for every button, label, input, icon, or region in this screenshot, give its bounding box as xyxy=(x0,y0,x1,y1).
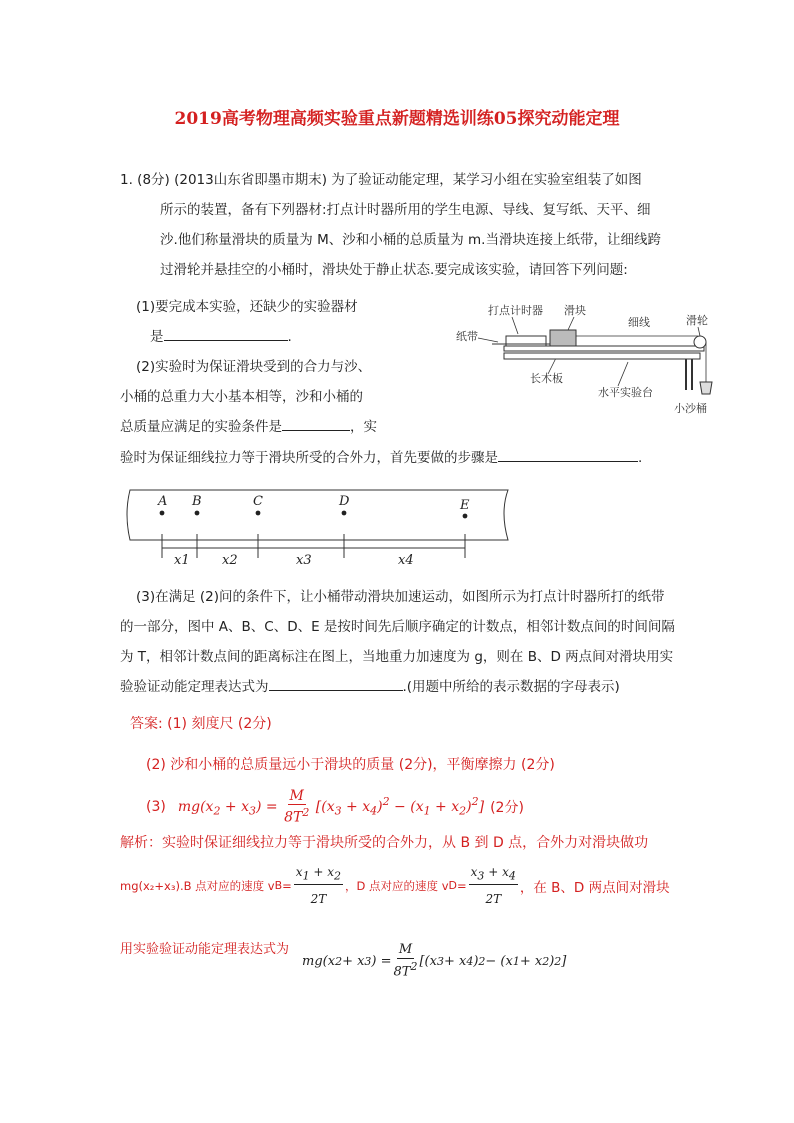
seg-label-x1: x1 xyxy=(174,553,190,568)
label-timer: 打点计时器 xyxy=(488,304,543,317)
q1-part1-end: . xyxy=(287,329,292,345)
q1-part2-b: 小桶的总重力大小基本相等，沙和小桶的 xyxy=(120,389,363,405)
vd-fraction: $\frac{x_3 + x_4}{2T}$ xyxy=(470,865,516,907)
label-table: 水平实验台 xyxy=(598,386,653,399)
analysis-formula: mg(x 2 + x 3 ) = $\frac{M}{8T^2}$ [(x 3 + x 4 ) 2 − (x 1 + x 2 ) 2 ] xyxy=(302,942,567,980)
label-bucket: 小沙桶 xyxy=(674,402,707,415)
q1-part1-a: (1)要完成本实验，还缺少的实验器材 xyxy=(136,299,358,315)
tape-figure xyxy=(120,484,510,572)
q1-part2-d-end: . xyxy=(638,450,643,466)
q1-line4: 过滑轮并悬挂空的小桶时，滑块处于静止状态.要完成该实验，请回答下列问题: xyxy=(160,262,628,278)
point-e xyxy=(463,514,468,519)
point-a xyxy=(160,511,165,516)
q1-part3-b: 的一部分，图中 A、B、C、D、E 是按时间先后顺序确定的计数点，相邻计数点间的时间间隔 xyxy=(120,619,675,635)
point-label-e: E xyxy=(460,498,470,513)
q1-part2-c-end: ，实 xyxy=(350,419,377,435)
point-label-a: A xyxy=(158,494,168,509)
point-b xyxy=(195,511,200,516)
q1-part1-label: 是 xyxy=(150,329,164,345)
answer-2: (2) 沙和小桶的总质量远小于滑块的质量 (2分)，平衡摩擦力 (2分) xyxy=(146,757,555,773)
q1-part1-b xyxy=(150,325,292,345)
point-c xyxy=(256,511,261,516)
q1-part3-a: (3)在满足 (2)问的条件下，让小桶带动滑块加速运动，如图所示为打点计时器所打的纸带 xyxy=(136,589,665,605)
apparatus-figure xyxy=(448,300,738,420)
analysis-line3: 用实验验证动能定理表达式为 xyxy=(120,942,290,957)
answer-blank-4[interactable] xyxy=(269,677,403,691)
q1-part2-d xyxy=(120,446,642,466)
analysis-l2e: ，在 B、D 两点间对滑块 xyxy=(519,879,670,896)
answer-3-score: (2分) xyxy=(490,799,524,816)
answer-blank-1[interactable] xyxy=(164,327,288,341)
analysis-l2a: mg(x₂+x₃).B 点对应的速度 v xyxy=(120,878,275,893)
label-board: 长木板 xyxy=(530,372,563,385)
q1-part3-d-end: .(用题中所给的表示数据的字母表示) xyxy=(402,679,620,695)
vb-fraction: $\frac{x_1 + x_2}{2T}$ xyxy=(295,865,342,907)
label-tape: 纸带 xyxy=(456,330,478,343)
analysis-line2: mg(x₂+x₃).B 点对应的速度 v B = $\frac{x_1 + x_2}{2T}$ ，D 点对应的速度 v D = $\frac{x_3 + x_4}{2T}$ ，在 B、D 两点间对滑块 xyxy=(120,865,670,907)
q1-part3-c: 为 T，相邻计数点间的距离标注在图上，当地重力加速度为 g，则在 B、D 两点间对滑块用实 xyxy=(120,649,674,665)
label-slider: 滑块 xyxy=(564,304,586,317)
q1-part2-c xyxy=(120,415,377,435)
q1-part2-a: (2)实验时为保证滑块受到的合力与沙、 xyxy=(136,359,372,375)
label-thread: 细线 xyxy=(628,316,650,329)
seg-label-x4: x4 xyxy=(398,553,414,568)
label-pulley: 滑轮 xyxy=(686,314,708,327)
q1-part3-d-text: 验验证动能定理表达式为 xyxy=(120,679,269,695)
analysis-line1: 解析：实验时保证细线拉力等于滑块所受的合外力，从 B 到 D 点，合外力对滑块做功 xyxy=(120,835,649,851)
seg-label-x3: x3 xyxy=(296,553,312,568)
answer-blank-2[interactable] xyxy=(282,417,350,431)
q1-part3-d xyxy=(120,675,620,695)
point-label-c: C xyxy=(253,494,263,509)
answer-3 xyxy=(146,788,524,826)
point-d xyxy=(342,511,347,516)
page-title: 2019高考物理高频实验重点新题精选训练05探究动能定理 xyxy=(174,109,620,129)
answer-3-label: (3) xyxy=(146,798,166,815)
q1-line1: 1. (8分) (2013山东省即墨市期末) 为了验证动能定理，某学习小组在实验室组装了如图 xyxy=(120,172,642,188)
point-label-d: D xyxy=(339,494,350,509)
answer-blank-3[interactable] xyxy=(498,448,638,462)
seg-label-x2: x2 xyxy=(222,553,238,568)
q1-line3: 沙.他们称量滑块的质量为 M、沙和小桶的总质量为 m.当滑块连接上纸带，让细线跨 xyxy=(160,232,661,248)
q1-part2-d-text: 验时为保证细线拉力等于滑块所受的合外力，首先要做的步骤是 xyxy=(120,450,498,466)
analysis-l2c: ，D 点对应的速度 v xyxy=(345,878,449,893)
point-label-b: B xyxy=(192,494,202,509)
answer-1: 答案: (1) 刻度尺 (2分) xyxy=(130,716,272,732)
q1-line2: 所示的装置，备有下列器材:打点计时器所用的学生电源、导线、复写纸、天平、细 xyxy=(160,202,651,218)
q1-part2-c-text: 总质量应满足的实验条件是 xyxy=(120,419,282,435)
answer-3-formula: $mg(x_2 + x_3)$ = $\frac{M}{8T^2}$ $[(x_3 + x_4)^2 - (x_1 + x_2)^2]$ xyxy=(177,788,485,826)
